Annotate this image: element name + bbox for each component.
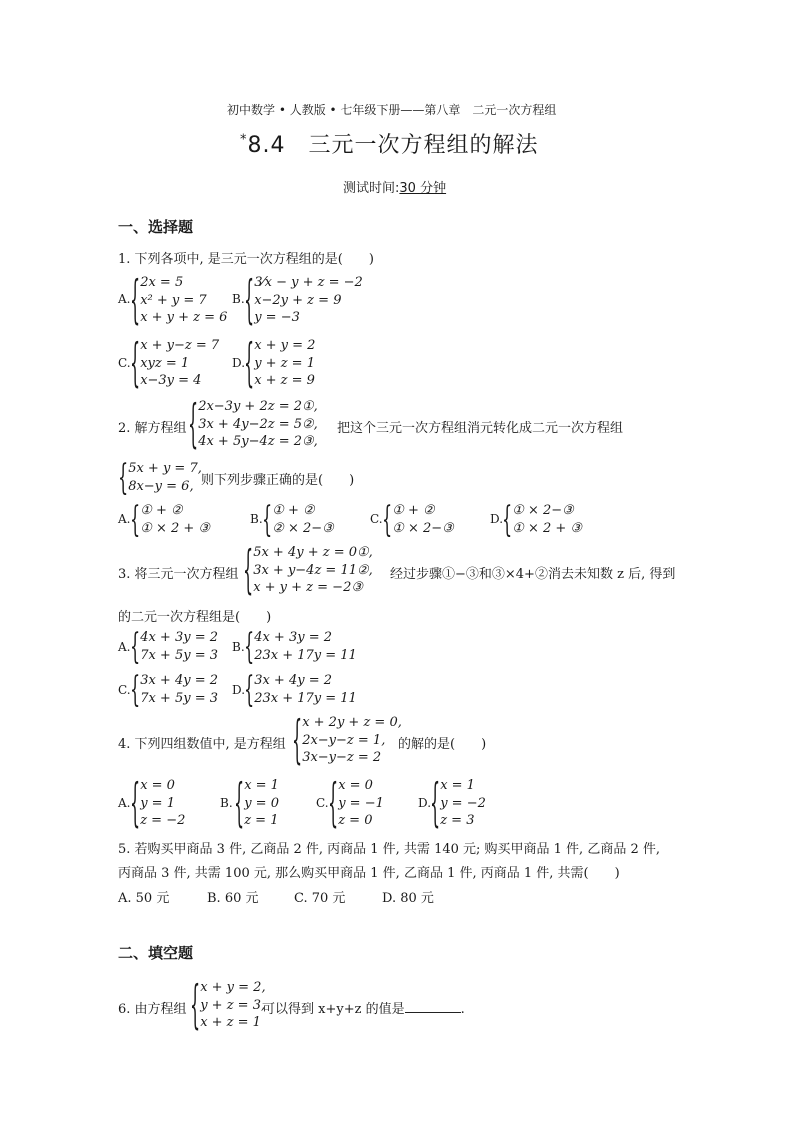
equation-lines bbox=[440, 778, 486, 829]
q2-b-system bbox=[262, 498, 334, 540]
equation-lines bbox=[338, 778, 384, 829]
q3-c-system bbox=[130, 668, 218, 710]
equation-line: x−2y + z = 9 bbox=[254, 292, 342, 308]
answer-blank[interactable] bbox=[405, 1012, 461, 1013]
equation-line: ① × 2−③ bbox=[392, 521, 454, 536]
title-text: 8.4 三元一次方程组的解法 bbox=[247, 133, 539, 158]
equation-line: 3x + 4y = 2 bbox=[140, 673, 218, 688]
equation-line: 3⁄x − y + z = −2 bbox=[254, 275, 363, 290]
equation-line: ① + ② bbox=[140, 503, 183, 518]
equation-line: 3x + 4y = 2 bbox=[254, 673, 332, 688]
q4-post: 的解的是( ) bbox=[398, 737, 487, 752]
equation-line: 8x−y = 6, bbox=[128, 479, 194, 494]
left-brace-icon: { bbox=[243, 538, 254, 600]
q5-option-a: A. 50 元 bbox=[118, 891, 170, 906]
equation-lines bbox=[244, 778, 279, 829]
equation-line: x² + y = 7 bbox=[140, 292, 207, 308]
q2-post: 把这个三元一次方程组消元转化成二元一次方程组 bbox=[337, 421, 624, 436]
equation-line: y + z = 3, bbox=[200, 997, 266, 1013]
q2-a-label: A. bbox=[118, 512, 131, 526]
q1-d-label: D. bbox=[232, 356, 246, 370]
q6-end: . bbox=[460, 1002, 465, 1017]
equation-lines bbox=[254, 275, 363, 326]
equation-line: z = 3 bbox=[440, 813, 475, 828]
q1-c-label: C. bbox=[118, 356, 131, 370]
equation-line: x = 1 bbox=[440, 778, 475, 793]
equation-line: y + z = 1 bbox=[254, 355, 315, 371]
equation-line: 23x + 17y = 11 bbox=[254, 648, 357, 663]
left-brace-icon: { bbox=[292, 708, 303, 770]
left-brace-icon: { bbox=[244, 268, 255, 330]
equation-line: ② × 2−③ bbox=[272, 521, 334, 536]
q3-d-label: D. bbox=[232, 683, 246, 697]
q2-system2 bbox=[118, 456, 202, 498]
q6-post-text: 可以得到 x+y+z 的值是 bbox=[262, 1002, 405, 1017]
q1-b-label: B. bbox=[232, 292, 245, 306]
equation-line: x + y + z = −2③ bbox=[253, 580, 364, 595]
equation-line: 7x + 5y = 3 bbox=[140, 648, 218, 663]
q6-post bbox=[262, 998, 465, 1017]
equation-lines bbox=[254, 630, 357, 664]
left-brace-icon: { bbox=[234, 771, 245, 833]
left-brace-icon: { bbox=[130, 771, 141, 833]
q5-line1: 5. 若购买甲商品 3 件, 乙商品 2 件, 丙商品 1 件, 共需 140 元; 购买甲商品 1 件, 乙商品 2 件, bbox=[118, 842, 660, 857]
equation-lines bbox=[254, 673, 357, 707]
q4-c-system bbox=[328, 771, 384, 833]
equation-lines bbox=[140, 338, 219, 389]
q4-a-system bbox=[130, 771, 186, 833]
equation-line: ① × 2 + ③ bbox=[140, 521, 211, 536]
section-fill-heading: 二、填空题 bbox=[118, 944, 194, 962]
equation-line: 3x + 4y−2z = 5②, bbox=[198, 416, 318, 432]
q3-c-label: C. bbox=[118, 683, 131, 697]
equation-lines bbox=[198, 399, 318, 450]
equation-lines bbox=[140, 275, 227, 326]
q2-pre: 2. 解方程组 bbox=[118, 421, 187, 436]
test-time-value: 30 分钟 bbox=[399, 181, 447, 196]
q4-d-system bbox=[430, 771, 486, 833]
equation-line: y = 1 bbox=[140, 795, 175, 811]
equation-line: x + y−z = 7 bbox=[140, 338, 220, 353]
q2-c-label: C. bbox=[370, 512, 383, 526]
equation-line: x−3y = 4 bbox=[140, 373, 202, 388]
q4-c-label: C. bbox=[316, 796, 329, 810]
left-brace-icon: { bbox=[328, 771, 339, 833]
equation-line: z = −2 bbox=[140, 813, 186, 828]
q1-c-system bbox=[130, 331, 220, 393]
equation-lines bbox=[512, 503, 582, 537]
q5-option-d: D. 80 元 bbox=[382, 891, 434, 906]
equation-line: y = −1 bbox=[338, 795, 384, 811]
equation-line: x = 1 bbox=[244, 778, 279, 793]
equation-line: ① × 2−③ bbox=[512, 503, 574, 518]
q3-system bbox=[243, 538, 373, 600]
test-time-label: 测试时间: bbox=[343, 181, 400, 196]
left-brace-icon: { bbox=[244, 331, 255, 393]
equation-line: ① × 2 + ③ bbox=[512, 521, 583, 536]
left-brace-icon: { bbox=[130, 668, 141, 710]
equation-lines bbox=[254, 338, 315, 389]
equation-line: z = 1 bbox=[244, 813, 279, 828]
equation-lines bbox=[253, 545, 373, 596]
q3-post: 经过步骤①−③和③×4+②消去未知数 z 后, 得到 bbox=[390, 567, 676, 582]
equation-line: x + z = 1 bbox=[200, 1015, 261, 1030]
q4-pre: 4. 下列四组数值中, 是方程组 bbox=[118, 737, 286, 752]
left-brace-icon: { bbox=[244, 625, 255, 667]
equation-lines bbox=[302, 715, 402, 766]
q1-a-system bbox=[130, 268, 228, 330]
q5-line2: 丙商品 3 件, 共需 100 元, 那么购买甲商品 1 件, 乙商品 1 件, 丙商品 1 件, 共需( ) bbox=[118, 866, 620, 881]
equation-lines bbox=[200, 980, 265, 1031]
equation-line: y = −3 bbox=[254, 310, 300, 325]
q6-system bbox=[190, 973, 266, 1035]
equation-line: xyz = 1 bbox=[140, 355, 190, 371]
left-brace-icon: { bbox=[130, 331, 141, 393]
q1-b-system bbox=[244, 268, 363, 330]
equation-line: 4x + 3y = 2 bbox=[254, 630, 332, 645]
q3-b-system bbox=[244, 625, 357, 667]
q3-a-label: A. bbox=[118, 640, 131, 654]
equation-line: 3x−y−z = 2 bbox=[302, 750, 382, 765]
equation-line: z = 0 bbox=[338, 813, 373, 828]
equation-lines bbox=[140, 503, 210, 537]
equation-lines bbox=[140, 778, 185, 829]
equation-lines bbox=[140, 630, 218, 664]
equation-line: 5x + y = 7, bbox=[128, 461, 202, 476]
equation-lines bbox=[140, 673, 218, 707]
left-brace-icon: { bbox=[502, 498, 513, 540]
q1-stem: 1. 下列各项中, 是三元一次方程组的是( ) bbox=[118, 252, 374, 267]
equation-line: 23x + 17y = 11 bbox=[254, 691, 357, 706]
q5-option-c: C. 70 元 bbox=[294, 891, 346, 906]
left-brace-icon: { bbox=[188, 392, 199, 454]
q4-system bbox=[292, 708, 402, 770]
q2-c-system bbox=[382, 498, 454, 540]
equation-line: x + y + z = 6 bbox=[140, 310, 228, 325]
equation-line: 2x = 5 bbox=[140, 275, 184, 290]
equation-line: 7x + 5y = 3 bbox=[140, 691, 218, 706]
q1-d-system bbox=[244, 331, 316, 393]
equation-line: ① + ② bbox=[272, 503, 315, 518]
test-time bbox=[343, 177, 446, 196]
optional-star: * bbox=[240, 132, 248, 148]
q2-a-system bbox=[130, 498, 211, 540]
left-brace-icon: { bbox=[382, 498, 393, 540]
q1-a-label: A. bbox=[118, 292, 131, 306]
q2-post2: 则下列步骤正确的是( ) bbox=[201, 473, 355, 488]
q2-b-label: B. bbox=[250, 512, 263, 526]
left-brace-icon: { bbox=[190, 973, 201, 1035]
page-title bbox=[240, 128, 539, 159]
equation-line: 2x−y−z = 1, bbox=[302, 732, 386, 748]
equation-line: x + y = 2 bbox=[254, 338, 316, 353]
q3-line2: 的二元一次方程组是( ) bbox=[118, 610, 272, 625]
series-header: 初中数学 • 人教版 • 七年级下册——第八章 二元一次方程组 bbox=[227, 103, 557, 117]
q3-b-label: B. bbox=[232, 640, 245, 654]
q3-a-system bbox=[130, 625, 218, 667]
left-brace-icon: { bbox=[430, 771, 441, 833]
q3-d-system bbox=[244, 668, 357, 710]
q2-d-label: D. bbox=[490, 512, 504, 526]
q4-b-system bbox=[234, 771, 279, 833]
equation-line: x + 2y + z = 0, bbox=[302, 715, 402, 730]
equation-lines bbox=[272, 503, 334, 537]
left-brace-icon: { bbox=[130, 498, 141, 540]
equation-line: x = 0 bbox=[338, 778, 373, 793]
q2-system bbox=[188, 392, 318, 454]
equation-line: x + y = 2, bbox=[200, 980, 266, 995]
equation-line: y = 0 bbox=[244, 795, 279, 811]
equation-line: 3x + y−4z = 11②, bbox=[253, 562, 373, 578]
equation-line: 5x + 4y + z = 0①, bbox=[253, 545, 373, 560]
equation-line: x = 0 bbox=[140, 778, 175, 793]
equation-line: 4x + 5y−4z = 2③, bbox=[198, 434, 318, 449]
equation-line: 2x−3y + 2z = 2①, bbox=[198, 399, 318, 414]
left-brace-icon: { bbox=[262, 498, 273, 540]
q4-b-label: B. bbox=[220, 796, 233, 810]
equation-line: ① + ② bbox=[392, 503, 435, 518]
q3-pre: 3. 将三元一次方程组 bbox=[118, 567, 239, 582]
q2-d-system bbox=[502, 498, 583, 540]
equation-line: y = −2 bbox=[440, 795, 486, 811]
left-brace-icon: { bbox=[130, 268, 141, 330]
q6-pre: 6. 由方程组 bbox=[118, 1002, 187, 1017]
q4-d-label: D. bbox=[418, 796, 432, 810]
equation-lines bbox=[128, 461, 202, 495]
q5-option-b: B. 60 元 bbox=[207, 891, 259, 906]
equation-line: 4x + 3y = 2 bbox=[140, 630, 218, 645]
left-brace-icon: { bbox=[244, 668, 255, 710]
q4-a-label: A. bbox=[118, 796, 131, 810]
equation-lines bbox=[392, 503, 454, 537]
equation-line: x + z = 9 bbox=[254, 373, 315, 388]
left-brace-icon: { bbox=[118, 456, 129, 498]
section-choice-heading: 一、选择题 bbox=[118, 218, 194, 236]
left-brace-icon: { bbox=[130, 625, 141, 667]
